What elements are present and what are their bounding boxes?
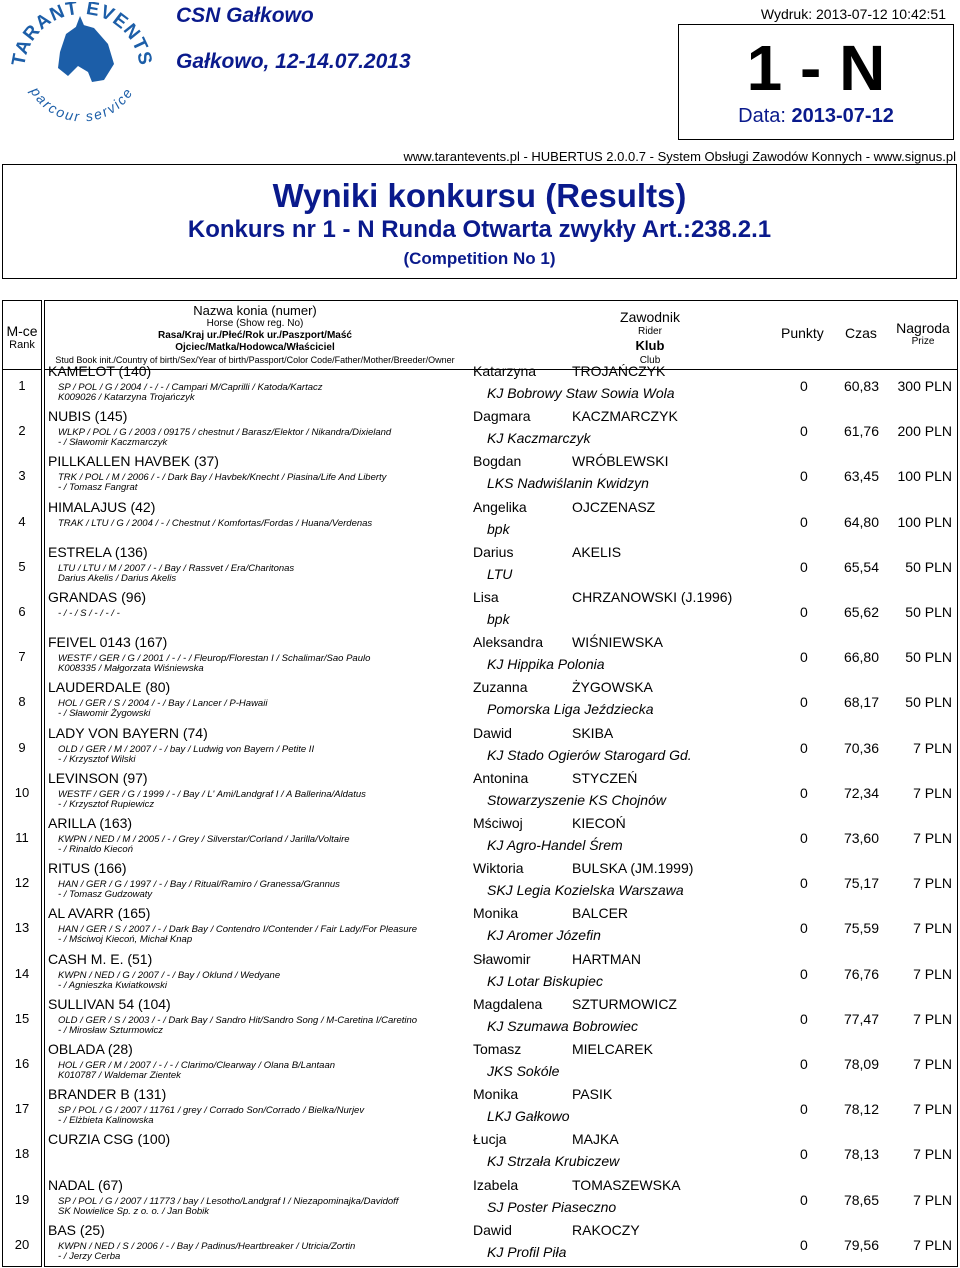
horse-details: SP / POL / G / 2007 / 11773 / bay / Lesotho/Landgraf I / Niezapominajka/Davidoff [58,1195,399,1207]
time-value: 78,65 [843,1191,879,1208]
horse-details: SP / POL / G / 2007 / 11761 / grey / Corrado Son/Corrado / Bielka/Nurjev [58,1105,365,1117]
rider-first-name: Dawid [473,1221,512,1238]
prize-value: 7 PLN [913,1236,952,1253]
svg-text:parcour service [27,83,136,124]
competition-title: Konkurs nr 1 - N Runda Otwarta zwykły Art.:238.2.1 [187,216,772,243]
horse-details: SP / POL / G / 2004 / - / - / Campari M/Caprilli / Katoda/Kartacz [58,382,323,393]
prize-value: 7 PLN [913,1010,952,1027]
rider-first-name: Monika [473,1086,519,1103]
table-row [0,906,960,951]
table-row [0,726,960,771]
rider-club: LTU [487,565,513,582]
prize-value: 7 PLN [913,739,952,756]
time-value: 75,17 [843,875,879,892]
penalty-points: 0 [800,965,808,982]
table-row [0,635,960,680]
horse-owner: - / Krzysztof Wilski [58,753,136,765]
prize-value: 7 PLN [913,1191,952,1208]
time-value: 77,47 [843,1010,879,1027]
horse-details: OLD / GER / M / 2007 / - / bay / Ludwig von Bayern / Petite II [58,743,315,755]
table-row [0,1042,960,1087]
rider-club: KJ Bobrowy Staw Sowia Wola [487,385,675,401]
horse-name: NUBIS (145) [48,408,128,425]
prize-value: 7 PLN [913,965,952,982]
penalty-points: 0 [800,1010,808,1027]
prize-value: 7 PLN [913,1146,952,1163]
table-row [0,590,960,635]
rider-club: KJ Aromer Józefin [487,927,601,944]
rider-club: Pomorska Liga Jeździecka [487,701,654,718]
event-name: CSN Gałkowo [176,4,314,27]
time-value: 65,62 [843,604,879,620]
prize-value: 50 PLN [905,558,952,575]
prize-value: 300 PLN [897,378,952,394]
rider-last-name: BALCER [572,905,629,922]
time-value: 78,09 [843,1056,879,1072]
penalty-points: 0 [800,1056,808,1072]
penalty-points: 0 [800,468,808,485]
horse-head-icon [58,24,114,82]
rank-number: 8 [18,694,26,710]
horse-details: KWPN / NED / S / 2006 / - / Bay / Padinus/Heartbreaker / Utricia/Zortin [58,1240,356,1252]
rider-club: KJ Stado Ogierów Starogard Gd. [487,746,692,763]
rider-first-name: Wiktoria [473,860,524,877]
rider-club: KJ Profil Piła [487,1243,567,1260]
time-value: 61,76 [843,423,879,440]
rider-last-name: SZTURMOWICZ [572,995,677,1012]
penalty-points: 0 [800,830,808,846]
horse-name: LAUDERDALE (80) [48,679,171,696]
rider-first-name: Dagmara [473,408,531,425]
rank-number: 18 [14,1146,30,1162]
horse-owner: K010787 / Waldemar Zientek [58,1070,181,1081]
horse-owner: - / Tomasz Gudzowaty [58,889,153,901]
prize-value: 7 PLN [913,830,952,846]
rider-club: KJ Szumawa Bobrowiec [487,1017,638,1034]
time-value: 76,76 [843,965,879,982]
rider-club: bpk [487,611,510,627]
table-row [0,680,960,725]
horse-details: KWPN / NED / M / 2005 / - / Grey / Silverstar/Corland / Jarilla/Voltaire [58,834,350,845]
rank-number: 3 [18,468,26,484]
horse-name: NADAL (67) [48,1176,123,1193]
rank-number: 19 [14,1191,30,1207]
time-value: 78,13 [843,1146,879,1163]
rank-number: 6 [18,604,26,619]
horse-owner: - / Sławomir Kaczmarczyk [58,437,168,449]
organizer-logo [8,2,156,134]
rider-last-name: KACZMARCZYK [572,408,678,425]
horse-owner: - / Rinaldo Kiecoń [58,844,133,855]
horse-name: CASH M. E. (51) [48,950,153,967]
rider-first-name: Darius [473,543,514,560]
rank-number: 7 [18,649,26,665]
rider-first-name: Aleksandra [473,634,544,651]
horse-details: WESTF / GER / G / 1999 / - / Bay / L' Ami/Landgraf I / A Ballerina/Aldatus [58,788,366,800]
rider-club: KJ Agro-Handel Śrem [487,837,623,853]
prize-value: 100 PLN [897,513,952,530]
horse-details: LTU / LTU / M / 2007 / - / Bay / Rassvet / Era/Charitonas [58,562,295,574]
rank-number: 10 [14,784,30,800]
rider-club: LKS Nadwiślanin Kwidzyn [487,475,649,492]
horse-name: GRANDAS (96) [48,589,147,605]
rank-number: 2 [18,423,26,439]
rider-last-name: OJCZENASZ [572,498,656,515]
time-column-header: Czas [845,325,877,341]
rider-column-header: Zawodnik Rider Klub Club [620,309,680,366]
penalty-points: 0 [800,423,808,440]
horse-name: PILLKALLEN HAVBEK (37) [48,453,219,470]
rider-first-name: Łucja [473,1131,507,1148]
horse-name: AL AVARR (165) [48,905,151,922]
rider-last-name: TOMASZEWSKA [572,1176,681,1193]
prize-value: 7 PLN [913,1056,952,1072]
print-timestamp: Wydruk: 2013-07-12 10:42:51 [760,6,946,22]
horse-details: WLKP / POL / G / 2003 / 09175 / chestnut / Barasz/Elektor / Nikandra/Dixieland [58,427,392,439]
table-header [44,300,958,370]
time-value: 68,17 [843,694,879,711]
table-row [0,364,960,409]
table-row [0,1178,960,1223]
rider-last-name: CHRZANOWSKI (J.1996) [572,589,733,605]
horse-name: CURZIA CSG (100) [48,1131,171,1148]
prize-value: 100 PLN [897,468,952,485]
horse-details: HOL / GER / M / 2007 / - / - / Clarimo/Clearway / Olana B/Lantaan [58,1060,336,1071]
time-value: 70,36 [843,739,879,756]
penalty-points: 0 [800,649,808,666]
rank-number: 17 [14,1101,30,1117]
table-row [0,1223,960,1268]
rider-first-name: Angelika [473,498,527,515]
prize-column-header: Nagroda Prize [896,320,950,347]
horse-owner: - / Sławomir Żygowski [58,708,151,720]
horse-owner: - / Elżbieta Kalinowska [58,1115,154,1127]
horse-name: SULLIVAN 54 (104) [48,995,171,1012]
rider-first-name: Tomasz [473,1041,522,1057]
table-row [0,1132,960,1177]
rank-number: 14 [14,965,30,981]
rider-first-name: Mściwoj [473,815,523,831]
horse-name: HIMALAJUS (42) [48,498,156,515]
event-place-dates: Gałkowo, 12-14.07.2013 [176,50,411,73]
time-value: 73,60 [843,830,879,846]
rider-first-name: Antonina [473,769,529,786]
horse-details: HAN / GER / S / 2007 / - / Dark Bay / Contendro I/Contender / Fair Lady/For Pleasure [58,924,418,936]
rider-club: LKJ Gałkowo [487,1108,570,1125]
results-title-box [2,164,957,279]
time-value: 78,12 [843,1101,879,1118]
rider-last-name: MIELCAREK [572,1041,653,1057]
rider-last-name: WIŚNIEWSKA [572,634,664,651]
prize-value: 50 PLN [905,604,952,620]
rider-last-name: TROJAŃCZYK [572,363,666,379]
horse-details: KWPN / NED / G / 2007 / - / Bay / Oklund / Wedyane [58,969,281,981]
penalty-points: 0 [800,1236,808,1253]
horse-owner: - / Jerzy Cerba [58,1250,121,1262]
rank-number: 16 [14,1056,30,1071]
table-row [0,409,960,454]
horse-name: ESTRELA (136) [48,543,148,560]
rider-last-name: KIECOŃ [572,815,626,831]
rider-club: KJ Lotar Biskupiec [487,972,603,989]
horse-owner: Darius Akelis / Darius Akelis [58,572,177,584]
rider-last-name: STYCZEŃ [572,769,638,786]
rider-last-name: SKIBA [572,724,614,741]
horse-details: - / - / S / - / - / - [58,608,120,619]
rider-first-name: Magdalena [473,995,543,1012]
rank-number: 9 [18,739,26,755]
time-value: 63,45 [843,468,879,485]
rider-club: KJ Hippika Polonia [487,656,605,673]
competition-code-box [678,24,954,140]
penalty-points: 0 [800,1101,808,1118]
horse-owner: - / Agnieszka Kwiatkowski [58,979,167,991]
rank-number: 12 [14,875,30,891]
penalty-points: 0 [800,1146,808,1163]
horse-details: OLD / GER / S / 2003 / - / Dark Bay / Sandro Hit/Sandro Song / M-Caretina I/Caretino [58,1014,418,1026]
time-value: 65,54 [843,558,879,575]
horse-owner: - / Krzysztof Rupiewicz [58,798,155,810]
horse-owner: K008335 / Małgorzata Wiśniewska [58,663,204,675]
rider-first-name: Bogdan [473,453,522,470]
rider-first-name: Katarzyna [473,363,537,379]
horse-owner: - / Tomasz Fangrat [58,482,138,494]
rider-club: SJ Poster Piaseczno [487,1198,617,1215]
competition-date [679,105,953,128]
penalty-points: 0 [800,513,808,530]
penalty-points: 0 [800,920,808,937]
time-value: 79,56 [843,1236,879,1253]
time-value: 66,80 [843,649,879,666]
horse-name: OBLADA (28) [48,1041,133,1057]
rider-first-name: Lisa [473,589,499,605]
horse-name: FEIVEL 0143 (167) [48,634,168,651]
table-row [0,500,960,545]
horse-name: KAMELOT (140) [48,363,152,379]
rider-last-name: ŻYGOWSKA [572,679,653,696]
time-value: 60,83 [843,378,879,394]
rider-last-name: HARTMAN [572,950,641,967]
logo-top-text: TARANT EVENTS [8,2,156,68]
rider-club: SKJ Legia Kozielska Warszawa [487,882,684,899]
horse-owner: - / Mirosław Szturmowicz [58,1024,164,1036]
points-column-header: Punkty [781,325,824,341]
horse-name: RITUS (166) [48,860,127,877]
rider-last-name: BULSKA (JM.1999) [572,860,694,877]
horse-owner: K009026 / Katarzyna Trojańczyk [58,392,195,403]
horse-name: LADY VON BAYERN (74) [48,724,208,741]
rider-club: bpk [487,520,510,537]
prize-value: 50 PLN [905,694,952,711]
results-title: Wyniki konkursu (Results) [272,177,687,214]
horse-owner: SK Nowielice Sp. z o. o. / Jan Bobik [58,1205,210,1217]
date-value: 2013-07-12 [791,105,894,127]
table-row [0,545,960,590]
rider-club: KJ Kaczmarczyk [487,430,591,447]
rider-first-name: Izabela [473,1176,519,1193]
rider-club: JKS Sokóle [487,1063,560,1079]
time-value: 75,59 [843,920,879,937]
time-value: 72,34 [843,784,879,801]
prize-value: 7 PLN [913,875,952,892]
penalty-points: 0 [800,739,808,756]
rider-last-name: MAJKA [572,1131,619,1148]
prize-value: 7 PLN [913,920,952,937]
rank-number: 20 [14,1236,30,1252]
rider-last-name: PASIK [572,1086,613,1103]
rank-number: 1 [18,378,26,393]
rider-last-name: WRÓBLEWSKI [572,453,669,470]
table-row [0,1087,960,1132]
date-label: Data: [738,105,786,127]
horse-name: BAS (25) [48,1221,105,1238]
rider-club: Stowarzyszenie KS Chojnów [487,791,666,808]
penalty-points: 0 [800,378,808,394]
horse-details: WESTF / GER / G / 2001 / - / - / Fleurop/Florestan I / Schalimar/Sao Paulo [58,653,371,665]
rider-first-name: Monika [473,905,519,922]
rider-club: KJ Strzała Krubiczew [487,1153,620,1170]
rider-last-name: AKELIS [572,543,622,560]
rank-column-header: M-ce Rank [2,300,42,370]
rider-first-name: Sławomir [473,950,531,967]
website-line: www.tarantevents.pl - HUBERTUS 2.0.0.7 - System Obsługi Zawodów Konnych - www.signus.pl [403,149,956,164]
prize-value: 7 PLN [913,784,952,801]
penalty-points: 0 [800,875,808,892]
rank-number: 11 [15,830,29,845]
horse-details: HAN / GER / G / 1997 / - / Bay / Ritual/Ramiro / Granessa/Grannus [58,879,340,891]
table-row [0,997,960,1042]
horse-details: TRK / POL / M / 2006 / - / Dark Bay / Havbek/Knecht / Piasina/Life And Liberty [58,472,387,484]
rank-number: 13 [14,920,30,936]
competition-code: 1 - N [746,32,886,104]
penalty-points: 0 [800,1191,808,1208]
horse-name: BRANDER B (131) [48,1086,167,1103]
penalty-points: 0 [800,604,808,620]
table-row [0,861,960,906]
rider-first-name: Dawid [473,724,512,741]
table-row [0,771,960,816]
table-row [0,952,960,997]
rider-first-name: Zuzanna [473,679,528,696]
penalty-points: 0 [800,558,808,575]
table-row [0,816,960,861]
table-row [0,454,960,499]
horse-name: ARILLA (163) [48,815,133,831]
time-value: 64,80 [843,513,879,530]
rider-last-name: RAKOCZY [572,1221,640,1238]
horse-details: HOL / GER / S / 2004 / - / Bay / Lancer / P-Hawaii [58,698,268,710]
rank-number: 4 [18,513,26,529]
penalty-points: 0 [800,784,808,801]
rank-number: 5 [18,558,26,574]
competition-number: (Competition No 1) [403,249,556,268]
horse-owner: - / Mściwoj Kiecoń, Michał Knap [58,934,193,946]
horse-name: LEVINSON (97) [48,769,148,786]
prize-value: 50 PLN [905,649,952,666]
horse-column-header: Nazwa konia (numer) Horse (Show reg. No) Rasa/Kraj ur./Płeć/Rok ur./Paszport/Maść Ojciec/Matka/Hodowca/Właściciel Stud Book init./Country of birth/Sex/Year of birth/Passport/Color Code/Father/Mother/Breeder/Owner [55,303,455,365]
prize-value: 200 PLN [897,423,952,440]
prize-value: 7 PLN [913,1101,952,1118]
logo-bottom-text: parcour service [27,83,137,125]
horse-details: TRAK / LTU / G / 2004 / - / Chestnut / Komfortas/Fordas / Huana/Verdenas [58,517,373,529]
penalty-points: 0 [800,694,808,711]
rank-number: 15 [14,1010,30,1026]
